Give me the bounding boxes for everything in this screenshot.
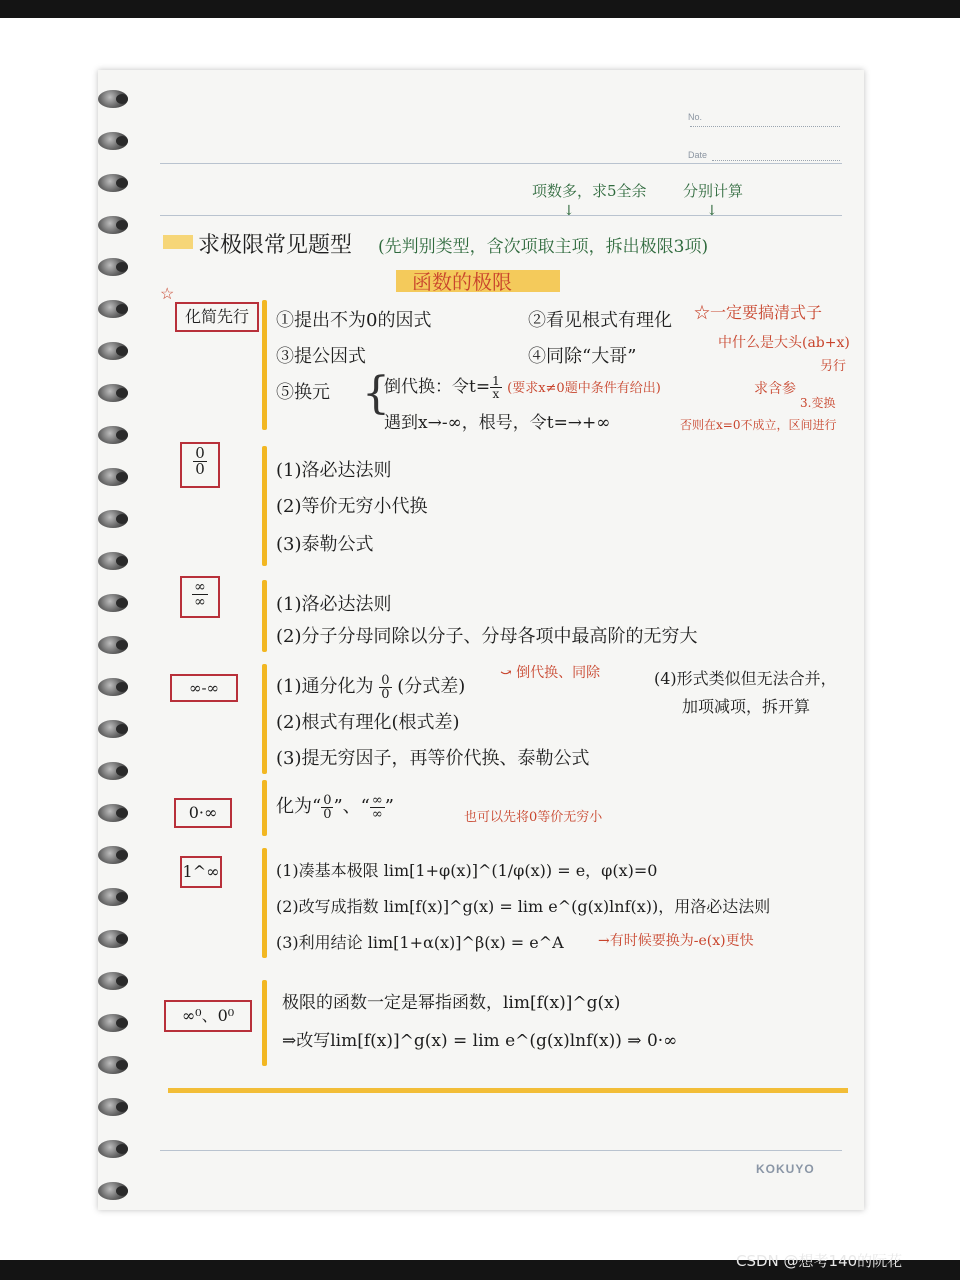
zero-zero-item-3: (3)泰勒公式 — [276, 534, 374, 555]
sub-item-reciprocal-note: (要求x≠0题中条件有给出) — [507, 381, 661, 396]
section-bar — [262, 446, 267, 566]
top-black-bar — [0, 0, 960, 18]
one-inf-label: 1^∞ — [182, 862, 220, 881]
simplify-label-box — [175, 302, 259, 332]
fraction-num: ∞ — [194, 579, 206, 595]
fraction-num: 1 — [492, 374, 500, 388]
inf-minus-inf-arrow-note-text: 倒代换、同除 — [516, 665, 601, 681]
curved-arrow-icon: ⤻ — [500, 665, 517, 681]
section-bar — [262, 980, 267, 1066]
inf0-zero0-label: ∞⁰、0⁰ — [181, 1006, 235, 1025]
one-inf-label-box — [180, 856, 222, 888]
simplify-item-2: ②看见根式有理化 — [528, 310, 672, 331]
ring-icon — [98, 1182, 128, 1200]
watermark-text: CSDN @想考140的阮花 — [736, 1252, 903, 1270]
title-note: (先判别类型，含次项取主项，拆出极限3项) — [378, 237, 709, 257]
inf-inf-fraction — [192, 580, 208, 609]
ring-icon — [98, 90, 128, 108]
ring-icon — [98, 300, 128, 318]
inf-minus-inf-item-1-suffix: (分式差) — [397, 676, 466, 697]
one-inf-item-3: (3)利用结论 lim[1+α(x)]^β(x) = e^A — [276, 933, 564, 952]
fraction-den: x — [492, 387, 500, 401]
ring-icon — [98, 972, 128, 990]
ring-icon — [98, 1098, 128, 1116]
sub-item-reciprocal — [384, 372, 661, 400]
title-highlight-mark — [163, 235, 193, 249]
section-bar — [262, 780, 267, 836]
date-label: Date — [688, 150, 708, 160]
one-inf-item-3-note-text: 有时候要换为-e(x)更快 — [609, 933, 754, 949]
fraction-num: ∞ — [371, 792, 383, 808]
inf-minus-inf-item-3: (3)提无穷因子，再等价代换、泰勒公式 — [276, 748, 590, 769]
inf-minus-inf-label: ∞-∞ — [188, 679, 220, 697]
zero-zero-label-box — [180, 442, 220, 488]
simplify-item-4: ④同除“大哥” — [528, 346, 637, 367]
zero-zero-item-1: (1)洛必达法则 — [276, 460, 392, 481]
ruled-line — [160, 215, 842, 216]
ring-icon — [98, 468, 128, 486]
inf-minus-inf-item-1 — [276, 672, 465, 701]
inf-minus-inf-arrow-note — [500, 662, 600, 682]
section-bar — [262, 848, 267, 958]
simplify-note-2: 中什么是大头(ab+x) — [718, 335, 850, 351]
simplify-note-4: 另行 — [820, 359, 847, 374]
simplify-note-5: 3.变换 — [800, 396, 836, 410]
star-icon: ☆ — [160, 284, 175, 303]
ring-icon — [98, 762, 128, 780]
ring-icon — [98, 426, 128, 444]
inf0-zero0-line-2: ⇒改写lim[f(x)]^g(x) = lim e^(g(x)lnf(x)) ⇒ 0·∞ — [282, 1031, 678, 1051]
ring-icon — [98, 1140, 128, 1158]
zero-inf-label: 0·∞ — [188, 803, 218, 822]
ring-icon — [98, 1014, 128, 1032]
simplify-item-3: ③提公因式 — [276, 346, 366, 367]
fraction-den: 0 — [323, 806, 332, 822]
date-dotted-line — [712, 160, 840, 161]
subtitle: 函数的极限 — [412, 270, 512, 294]
ring-icon — [98, 552, 128, 570]
ring-icon — [98, 720, 128, 738]
inf-minus-inf-item-4-line-1: (4)形式类似但无法合并， — [654, 669, 837, 688]
no-dotted-line — [690, 126, 840, 127]
title-above-note-left: 项数多，求5全余 — [532, 182, 647, 200]
ring-icon — [98, 132, 128, 150]
zero-over-zero-fraction — [379, 674, 391, 701]
sub-item-reciprocal-text: 倒代换：令t= — [384, 377, 491, 397]
simplify-note-3: 求含参 — [754, 381, 796, 397]
zero-inf-label-box — [174, 798, 232, 828]
inf-minus-inf-item-2: (2)根式有理化(根式差) — [276, 712, 460, 733]
zero-inf-prefix: 化为“ — [276, 796, 322, 817]
zero-inf-note: 也可以先将0等价无穷小 — [464, 810, 603, 825]
inf-fraction — [370, 794, 385, 821]
simplify-note-6: 否则在x=0不成立，区间进行 — [680, 418, 837, 432]
fraction-den: 0 — [381, 686, 390, 702]
one-inf-item-3-note — [598, 930, 754, 950]
inf0-zero0-label-box — [164, 1000, 252, 1032]
ruled-line — [160, 1150, 842, 1151]
one-inf-item-1: (1)凑基本极限 lim[1+φ(x)]^(1/φ(x)) = e，φ(x)=0 — [276, 861, 658, 880]
arrow-icon: → — [598, 933, 610, 949]
inf-minus-inf-item-4-line-2: 加项减项，拆开算 — [682, 697, 811, 716]
fraction-1-over-x — [490, 375, 502, 400]
zero-zero-fraction — [193, 446, 207, 477]
down-arrow-icon: ↓ — [706, 203, 718, 219]
ring-icon — [98, 930, 128, 948]
simplify-label: 化简先行 — [184, 307, 249, 326]
brace-icon: { — [362, 368, 390, 419]
title-above-note-right: 分别计算 — [683, 182, 744, 200]
inf0-zero0-line-1: 极限的函数一定是幂指函数，lim[f(x)]^g(x) — [282, 993, 621, 1013]
zero-fraction — [321, 794, 333, 821]
zero-inf-suffix: ” — [384, 796, 394, 817]
fraction-num: 0 — [323, 792, 332, 808]
section-bar — [262, 580, 267, 652]
inf-inf-label-box — [180, 576, 220, 618]
ring-icon — [98, 216, 128, 234]
no-label: No. — [688, 112, 703, 122]
inf-inf-item-1: (1)洛必达法则 — [276, 594, 392, 615]
simplify-item-1: ①提出不为0的因式 — [276, 310, 432, 331]
ring-icon — [98, 510, 128, 528]
zero-inf-content — [276, 792, 394, 821]
bottom-highlight-line — [168, 1088, 848, 1093]
ring-icon — [98, 342, 128, 360]
brand-logo: KOKUYO — [756, 1162, 815, 1176]
inf-minus-inf-label-box — [170, 674, 238, 702]
ring-icon — [98, 636, 128, 654]
page-title: 求极限常见题型 — [198, 233, 353, 258]
sub-item-infinity: 遇到x→-∞，根号，令t=→+∞ — [384, 413, 611, 433]
ring-icon — [98, 888, 128, 906]
ring-icon — [98, 804, 128, 822]
one-inf-item-2: (2)改写成指数 lim[f(x)]^g(x) = lim e^(g(x)lnf(x))，用洛必达法则 — [276, 897, 771, 916]
section-bar — [262, 664, 267, 774]
section-bar — [262, 300, 267, 430]
ring-icon — [98, 258, 128, 276]
zero-zero-item-2: (2)等价无穷小代换 — [276, 496, 428, 517]
fraction-den: 0 — [195, 460, 205, 478]
ring-icon — [98, 846, 128, 864]
down-arrow-icon: ↓ — [563, 203, 575, 219]
ring-icon — [98, 384, 128, 402]
fraction-num: 0 — [195, 444, 205, 462]
ruled-line — [160, 163, 842, 164]
fraction-num: 0 — [381, 672, 390, 688]
ring-icon — [98, 594, 128, 612]
ring-icon — [98, 678, 128, 696]
simplify-item-5: ⑤换元 — [276, 382, 330, 403]
ring-icon — [98, 174, 128, 192]
zero-inf-sep: ”、“ — [333, 796, 370, 817]
fraction-den: ∞ — [194, 594, 206, 610]
fraction-den: ∞ — [371, 806, 383, 822]
simplify-note-1: ☆一定要搞清式子 — [694, 303, 823, 322]
ring-icon — [98, 1056, 128, 1074]
inf-minus-inf-item-1-prefix: (1)通分化为 — [276, 676, 374, 697]
inf-inf-item-2: (2)分子分母同除以分子、分母各项中最高阶的无穷大 — [276, 626, 698, 647]
